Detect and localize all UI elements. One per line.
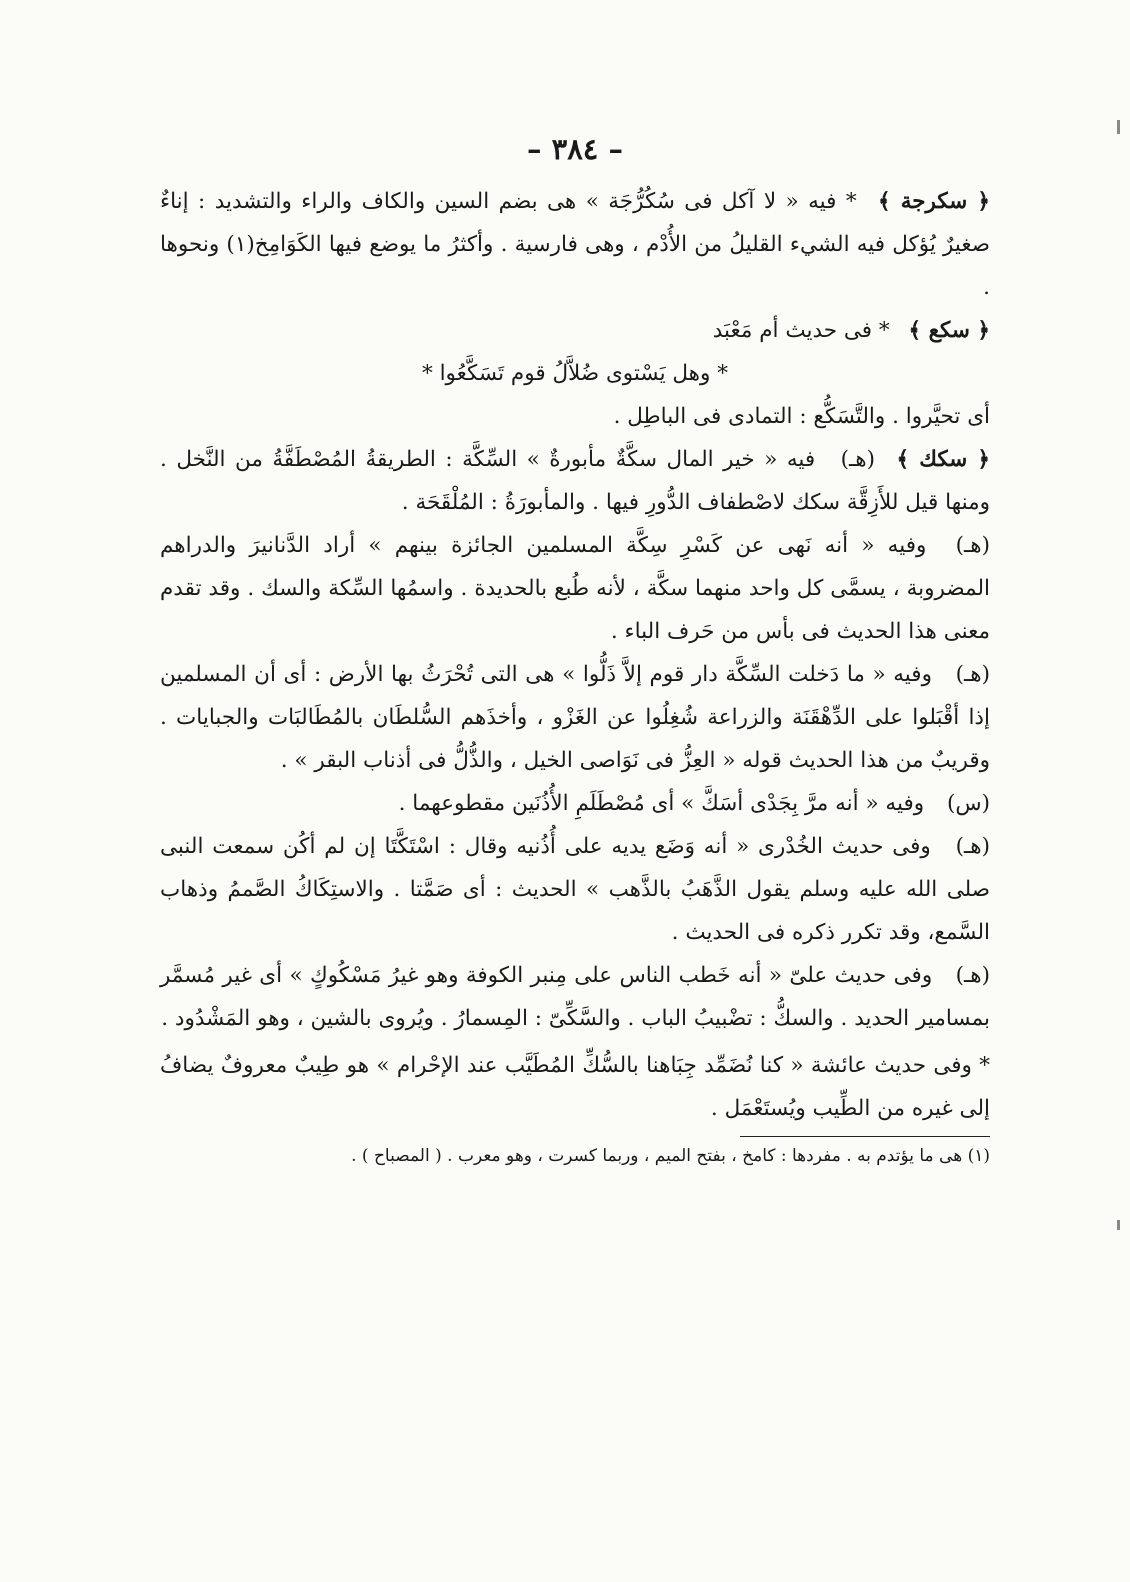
scan-edge-mark — [1117, 120, 1120, 134]
paragraph-explanation — [160, 395, 990, 438]
source-marker: (هـ) — [955, 662, 990, 687]
paragraph-hadith — [160, 954, 990, 1040]
page-number: – ٣٨٤ – — [527, 132, 623, 166]
entry-headword: ﴿ سكع ﴾ — [908, 318, 990, 343]
paragraph-hadith — [160, 825, 990, 954]
source-marker: (س) — [946, 791, 990, 816]
paragraph-text: * وفى حديث عائشة « كنا نُضَمِّد جِبَاهنا بالسُّكِّ المُطَيَّب عند الإحْرام » هو طِيبٌ معروفٌ يضافُ إلى غيره من الطِّيب ويُستَعْمَل . — [160, 1053, 990, 1121]
source-marker: (هـ) — [955, 834, 990, 859]
entry-headword: ﴿ سكك ﴾ — [896, 447, 990, 472]
paragraph-hadith — [160, 782, 990, 825]
paragraph-text: * فى حديث أم مَعْبَد — [712, 318, 890, 343]
paragraph-text: وفى حديث علىّ « أنه خَطب الناس على مِنبر الكوفة وهو غيرُ مَسْكُوكٍ » أى غير مُسمَّر بمسامير الحديد . والسكُّ : تضْبيبُ الباب . والسَّكِّىّ : المِسمارُ . ويُروى بالشين ، وهو المَشْدُود . — [160, 963, 990, 1031]
scan-edge-mark — [1117, 1220, 1120, 1230]
paragraph-entry-sakk — [160, 438, 990, 524]
paragraph-text: وفى حديث الخُدْرى « أنه وَضَع يديه على أُذُنيه وقال : اسْتَكَّتَا إن لم أكُن سمعت النبى صلى الله عليه وسلم يقول الذَّهَبُ بالذَّهب » الحديث : أى صَمَّتا . والاستِكَاكُ الصَّممُ وذهاب السَّمع، وقد تكرر ذكره فى الحديث . — [160, 834, 990, 945]
poetry-line — [160, 352, 990, 395]
paragraph-text: وفيه « أنه مرَّ بِجَدْى أسَكَّ » أى مُصْطَلَمِ الأُذُنَين مقطوعهما . — [398, 791, 925, 816]
entry-headword: ﴿ سكرجة ﴾ — [878, 189, 990, 214]
paragraph-text: * فيه « لا آكل فى سُكُرُّجَة » هى بضم السين والكاف والراء والتشديد : إناءٌ صغيرٌ يُؤكل فيه الشيء القليلُ من الأُدْم ، وهى فارسية . وأكثرُ ما يوضع فيها الكَوَامِخ(١) ونحوها . — [160, 189, 991, 300]
paragraph-hadith — [160, 524, 990, 653]
paragraph-text: وفيه « أنه نَهى عن كَسْرِ سِكَّة المسلمين الجائزة بينهم » أراد الدَّنانيرَ والدراهم المضروبة ، يسمَّى كل واحد منهما سكَّة ، لأنه طُبع بالحديدة . واسمُها السِّكة والسك . وقد تقدم معنى هذا الحديث فى بأس من حَرف الباء . — [160, 533, 990, 644]
paragraph-entry-sakaa — [160, 309, 990, 352]
paragraph-text: أى تحيَّروا . والتَّسَكُّع : التمادى فى الباطِل . — [613, 404, 990, 429]
footnote-divider — [740, 1136, 990, 1137]
paragraph-entry-sukurruja — [160, 180, 990, 309]
source-marker: (هـ) — [955, 963, 990, 988]
source-marker: (هـ) — [955, 533, 990, 558]
paragraph-hadith — [160, 653, 990, 782]
paragraph-hadith — [160, 1044, 990, 1130]
paragraph-text: فيه « خير المال سكَّةٌ مأبورةٌ » السِّكَّة : الطريقةُ المُصْطَفَّةُ من النَّخل . ومنها قيل للأَزِقَّة سكك لاصْطفاف الدُّورِ فيها . والمأبورَةُ : المُلْقَحَة . — [160, 447, 990, 515]
source-marker: (هـ) — [840, 447, 876, 472]
paragraph-text: * وهل يَسْتوى ضُلاَّلُ قوم تَسَكَّعُوا * — [422, 361, 728, 386]
paragraph-text: وفيه « ما دَخلت السِّكَّة دار قوم إلاَّ ذَلُّوا » هى التى تُحْرَثُ بها الأرض : أى أن المسلمين إذا أقْبَلوا على الدِّهْقَنَة والزراعة شُغِلُوا عن الغَزْو ، وأخذَهم السُّلطَان بالمُطَالبَات والجبايات . وقريبٌ من هذا الحديث قوله « العِزُّ فى نَوَاصى الخيل ، والذُّلُّ فى أذناب البقر » . — [160, 662, 990, 773]
footnote: (١) هى ما يؤتدم به . مفردها : كامخ ، بفتح الميم ، وربما كسرت ، وهو معرب . ( المصباح ) . — [351, 1146, 990, 1166]
